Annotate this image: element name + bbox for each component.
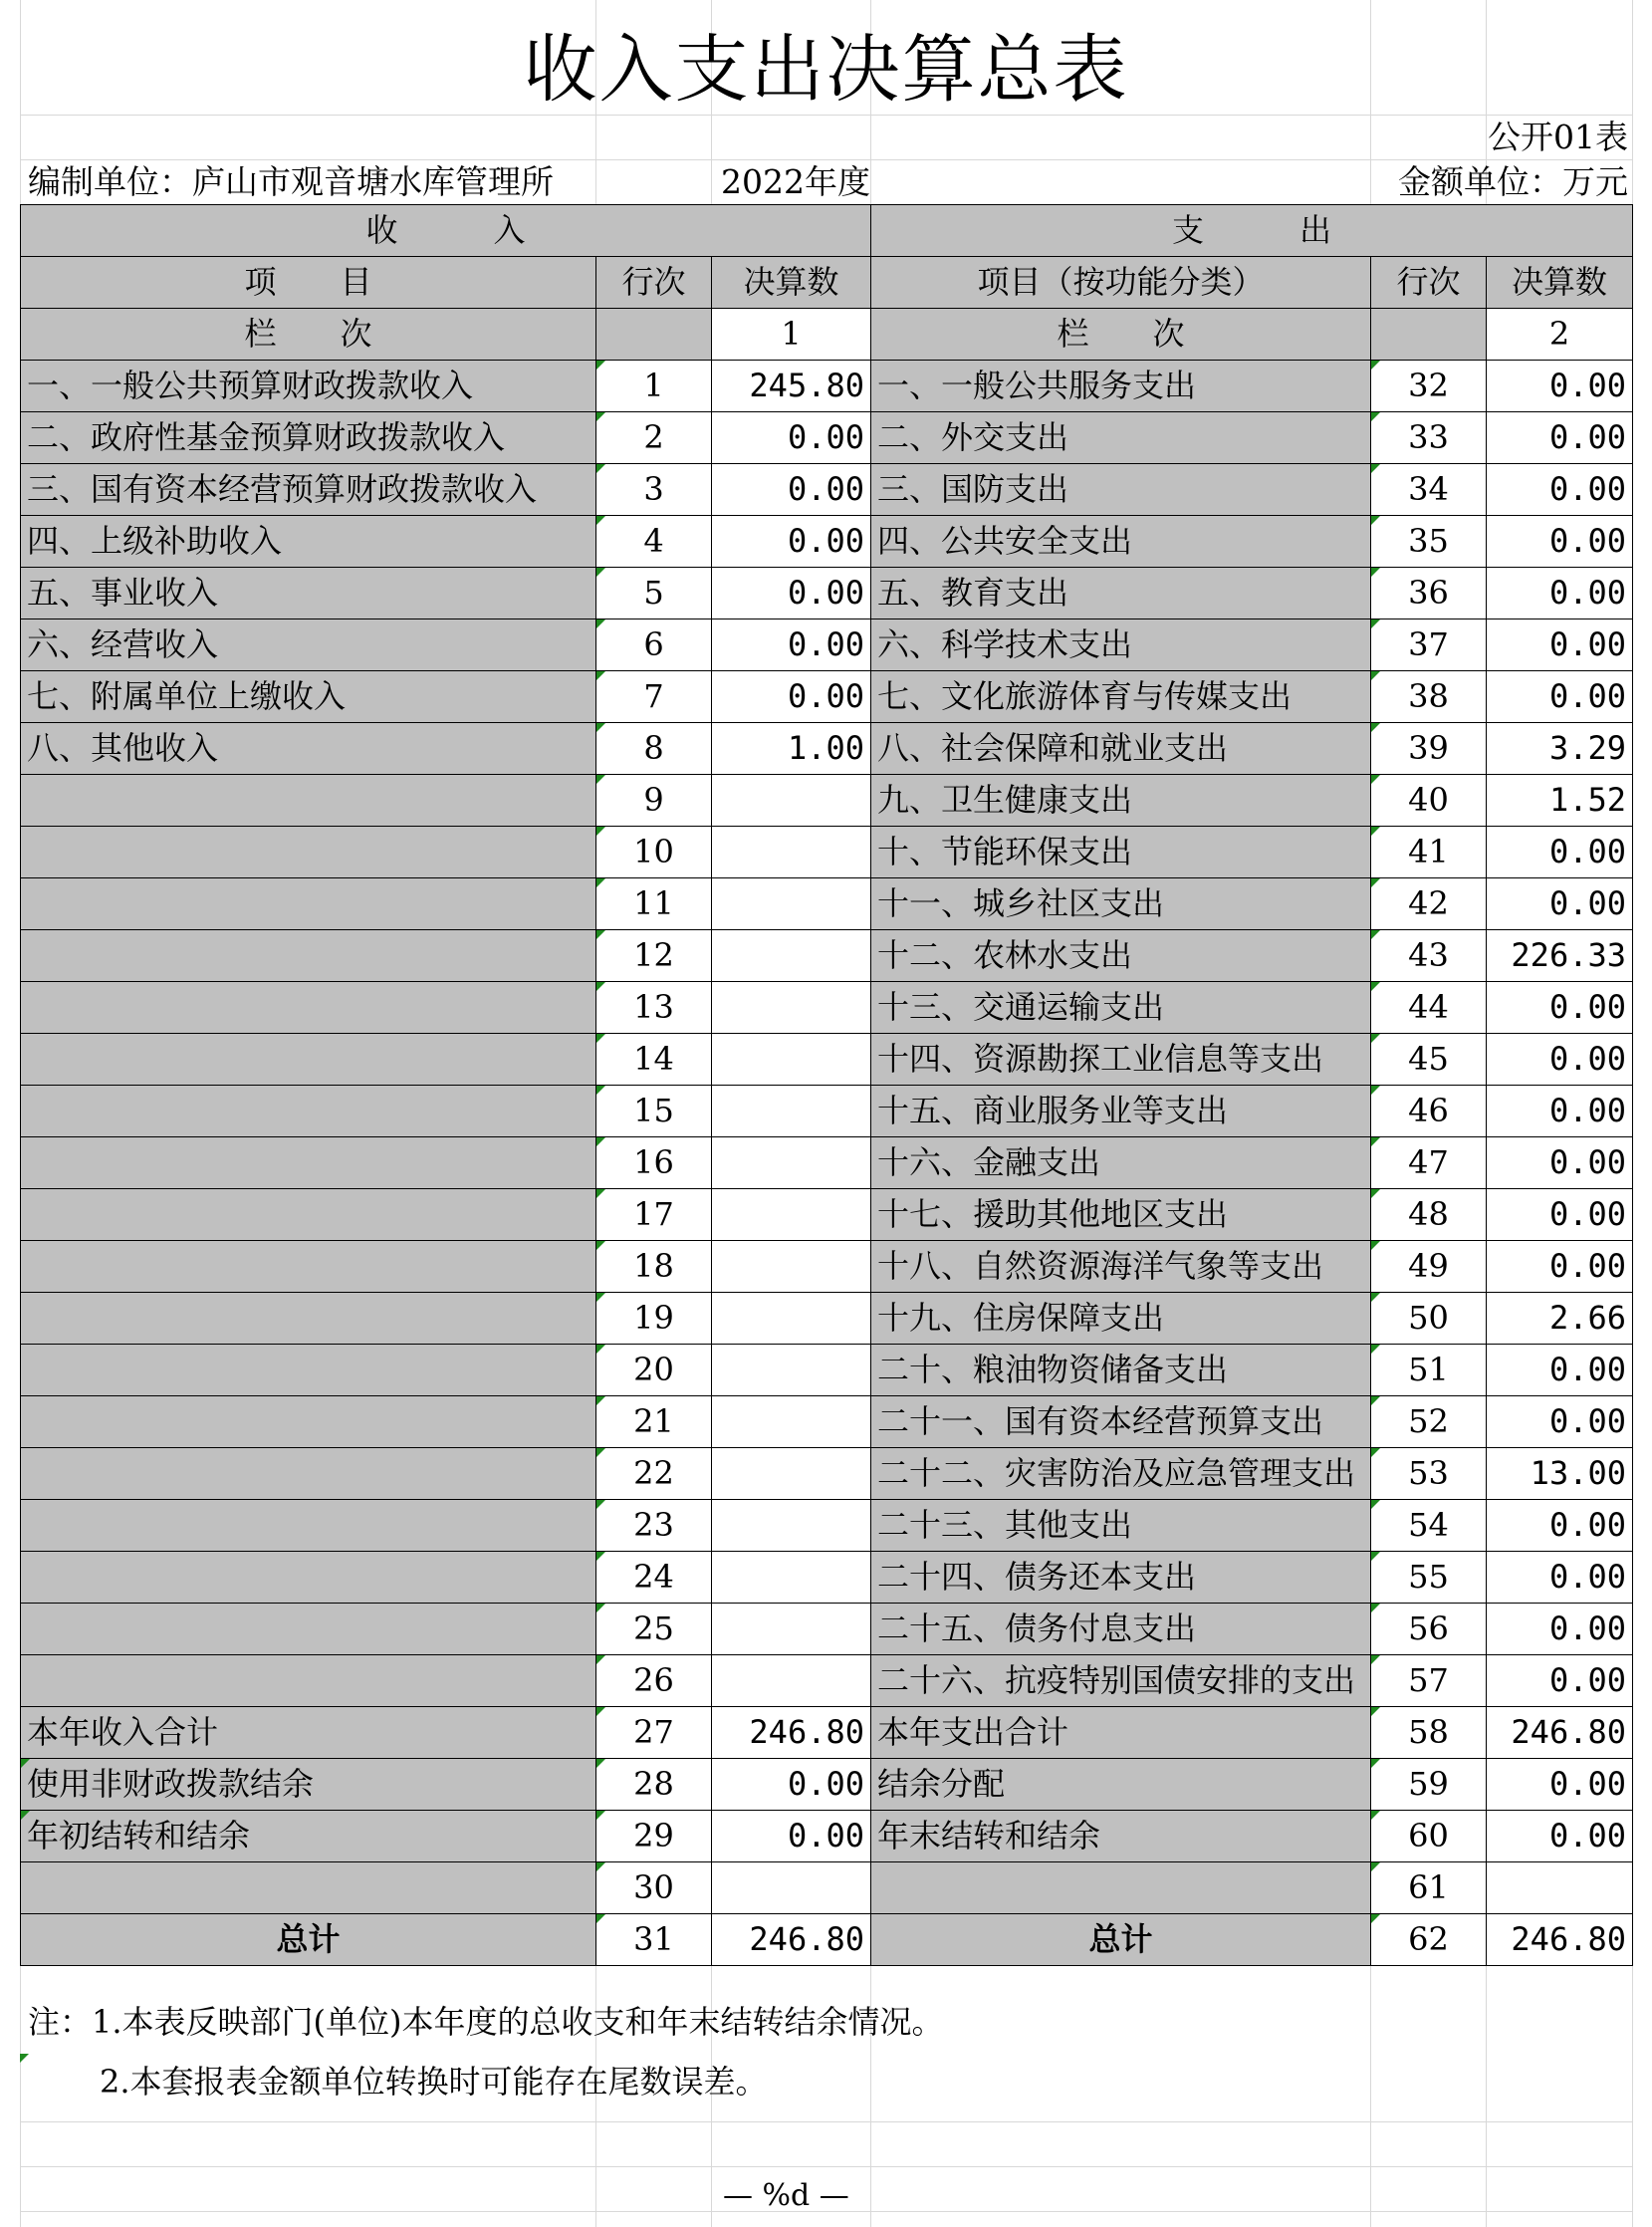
income-item-label: [21, 1552, 596, 1604]
income-row-number: 30: [596, 1862, 712, 1914]
expense-amount: 0.00: [1487, 1189, 1633, 1241]
expense-item-label: 二十四、债务还本支出: [871, 1552, 1371, 1604]
income-summary-amount: [712, 1862, 871, 1914]
grid-line: [20, 2166, 1633, 2167]
table-row: [21, 619, 1633, 671]
expense-amount: 226.33: [1487, 930, 1633, 982]
income-amount: [712, 1552, 871, 1604]
expense-item-label: 三、国防支出: [871, 464, 1371, 516]
income-amount: 0.00: [712, 516, 871, 568]
income-amount: 0.00: [712, 619, 871, 671]
income-row-number: 27: [596, 1707, 712, 1759]
expense-row-number: 42: [1371, 878, 1487, 930]
income-row-number: 9: [596, 775, 712, 827]
income-item-label: 六、经营收入: [21, 619, 596, 671]
column-index-row: [21, 309, 1633, 361]
income-summary-label: [21, 1862, 596, 1914]
table-row: [21, 930, 1633, 982]
income-row-number: 11: [596, 878, 712, 930]
expense-item-label: 十二、农林水支出: [871, 930, 1371, 982]
income-amount: 0.00: [712, 568, 871, 619]
note-2: 2.本套报表金额单位转换时可能存在尾数误差。: [100, 2063, 768, 2101]
expense-row-number: 33: [1371, 412, 1487, 464]
expense-amount: 2.66: [1487, 1293, 1633, 1345]
income-amount: 0.00: [712, 412, 871, 464]
expense-amount: 1.52: [1487, 775, 1633, 827]
income-amount: [712, 1189, 871, 1241]
income-total-amount: 246.80: [712, 1914, 871, 1966]
expense-amount: 0.00: [1487, 361, 1633, 412]
cell-marker: [20, 2054, 29, 2063]
income-amount: [712, 1500, 871, 1552]
expense-amount: 0.00: [1487, 412, 1633, 464]
expense-total-amount: 246.80: [1487, 1914, 1633, 1966]
expense-summary-label: 年末结转和结余: [871, 1811, 1371, 1862]
income-item-label: [21, 1500, 596, 1552]
income-amount: [712, 1241, 871, 1293]
expense-item-label: 八、社会保障和就业支出: [871, 723, 1371, 775]
income-item-label: [21, 1396, 596, 1448]
column-index-blank: [596, 309, 712, 361]
income-row-number: 25: [596, 1604, 712, 1655]
expense-item-label: 十三、交通运输支出: [871, 982, 1371, 1034]
table-row: [21, 1500, 1633, 1552]
income-item-label: 一、一般公共预算财政拨款收入: [21, 361, 596, 412]
income-row-number: 28: [596, 1759, 712, 1811]
income-expense-table: [20, 204, 1633, 1966]
income-item-label: 五、事业收入: [21, 568, 596, 619]
expense-row-number: 44: [1371, 982, 1487, 1034]
income-row-number: 6: [596, 619, 712, 671]
page-title: 收入支出决算总表: [523, 27, 1129, 113]
expense-item-header: 项目（按功能分类）: [871, 257, 1371, 309]
expense-item-label: 十五、商业服务业等支出: [871, 1086, 1371, 1137]
income-row-number: 12: [596, 930, 712, 982]
table-row: [21, 982, 1633, 1034]
income-item-label: [21, 1604, 596, 1655]
expense-row-number: 59: [1371, 1759, 1487, 1811]
income-row-number: 29: [596, 1811, 712, 1862]
expense-row-number: 35: [1371, 516, 1487, 568]
expense-row-number: 38: [1371, 671, 1487, 723]
income-item-label: 四、上级补助收入: [21, 516, 596, 568]
income-row-number: 19: [596, 1293, 712, 1345]
income-summary-amount: 0.00: [712, 1759, 871, 1811]
expense-amount: 0.00: [1487, 1086, 1633, 1137]
summary-row: [21, 1811, 1633, 1862]
section-header-row: [21, 205, 1633, 257]
income-row-number: 10: [596, 827, 712, 878]
page-footer: — %d —: [723, 2178, 849, 2213]
expense-row-number: 46: [1371, 1086, 1487, 1137]
expense-amount: 0.00: [1487, 1034, 1633, 1086]
expense-row-number: 45: [1371, 1034, 1487, 1086]
expense-item-label: 七、文化旅游体育与传媒支出: [871, 671, 1371, 723]
expense-item-label: 二十、粮油物资储备支出: [871, 1345, 1371, 1396]
table-row: [21, 671, 1633, 723]
table-row: [21, 1034, 1633, 1086]
income-item-label: [21, 827, 596, 878]
income-row-number: 13: [596, 982, 712, 1034]
table-row: [21, 1552, 1633, 1604]
income-item-label: 三、国有资本经营预算财政拨款收入: [21, 464, 596, 516]
expense-item-label: 二、外交支出: [871, 412, 1371, 464]
expense-column-index: 2: [1487, 309, 1633, 361]
income-item-label: [21, 1655, 596, 1707]
table-row: [21, 1604, 1633, 1655]
income-amount: 0.00: [712, 464, 871, 516]
summary-row: [21, 1707, 1633, 1759]
income-item-label: [21, 982, 596, 1034]
grid-line: [20, 2121, 1633, 2122]
income-row-number: 17: [596, 1189, 712, 1241]
income-item-label: [21, 1086, 596, 1137]
column-index-label: 栏 次: [21, 309, 596, 361]
table-row: [21, 516, 1633, 568]
income-row-number: 5: [596, 568, 712, 619]
income-amount: [712, 827, 871, 878]
expense-row-number: 54: [1371, 1500, 1487, 1552]
income-summary-label: 年初结转和结余: [21, 1811, 596, 1862]
income-amount: [712, 930, 871, 982]
expense-row-number: 39: [1371, 723, 1487, 775]
expense-amount: 0.00: [1487, 464, 1633, 516]
income-item-label: [21, 1448, 596, 1500]
expense-item-label: 十六、金融支出: [871, 1137, 1371, 1189]
income-item-label: [21, 1137, 596, 1189]
expense-amount: 0.00: [1487, 671, 1633, 723]
note-1: 注：1.本表反映部门(单位)本年度的总收支和年末结转结余情况。: [28, 2003, 944, 2041]
expense-item-label: 十一、城乡社区支出: [871, 878, 1371, 930]
table-row: [21, 1655, 1633, 1707]
income-row-number: 20: [596, 1345, 712, 1396]
expense-row-no-header: 行次: [1371, 257, 1487, 309]
income-amount: [712, 1655, 871, 1707]
expense-amount: 0.00: [1487, 568, 1633, 619]
income-row-number: 23: [596, 1500, 712, 1552]
expense-row-number: 58: [1371, 1707, 1487, 1759]
table-row: [21, 1137, 1633, 1189]
column-index-blank: [1371, 309, 1487, 361]
expense-summary-amount: 246.80: [1487, 1707, 1633, 1759]
income-item-label: [21, 1293, 596, 1345]
table-row: [21, 1396, 1633, 1448]
expense-row-number: 50: [1371, 1293, 1487, 1345]
expense-summary-label: [871, 1862, 1371, 1914]
table-row: [21, 568, 1633, 619]
expense-item-label: 九、卫生健康支出: [871, 775, 1371, 827]
expense-summary-amount: 0.00: [1487, 1811, 1633, 1862]
income-item-label: 二、政府性基金预算财政拨款收入: [21, 412, 596, 464]
expense-row-number: 51: [1371, 1345, 1487, 1396]
expense-amount: 0.00: [1487, 1137, 1633, 1189]
income-row-number: 15: [596, 1086, 712, 1137]
expense-row-number: 55: [1371, 1552, 1487, 1604]
income-item-label: [21, 930, 596, 982]
table-row: [21, 1189, 1633, 1241]
expense-row-number: 53: [1371, 1448, 1487, 1500]
expense-row-number: 37: [1371, 619, 1487, 671]
expense-amount-header: 决算数: [1487, 257, 1633, 309]
income-summary-label: 使用非财政拨款结余: [21, 1759, 596, 1811]
expense-row-number: 40: [1371, 775, 1487, 827]
expense-summary-amount: 0.00: [1487, 1759, 1633, 1811]
expense-amount: 0.00: [1487, 1396, 1633, 1448]
table-row: [21, 723, 1633, 775]
expense-row-number: 56: [1371, 1604, 1487, 1655]
expense-row-number: 48: [1371, 1189, 1487, 1241]
income-row-number: 7: [596, 671, 712, 723]
expense-amount: 0.00: [1487, 1552, 1633, 1604]
income-summary-label: 本年收入合计: [21, 1707, 596, 1759]
expense-section-header: 支 出: [871, 205, 1633, 257]
income-row-number: 16: [596, 1137, 712, 1189]
income-amount: [712, 1086, 871, 1137]
income-amount: [712, 1137, 871, 1189]
table-row: [21, 1345, 1633, 1396]
expense-row-number: 60: [1371, 1811, 1487, 1862]
income-row-number: 22: [596, 1448, 712, 1500]
income-section-header: 收 入: [21, 205, 871, 257]
income-row-number: 31: [596, 1914, 712, 1966]
income-row-number: 21: [596, 1396, 712, 1448]
income-amount: [712, 1448, 871, 1500]
expense-item-label: 二十六、抗疫特别国债安排的支出: [871, 1655, 1371, 1707]
table-row: [21, 775, 1633, 827]
income-summary-amount: 0.00: [712, 1811, 871, 1862]
expense-item-label: 十九、住房保障支出: [871, 1293, 1371, 1345]
expense-row-number: 41: [1371, 827, 1487, 878]
income-amount: 0.00: [712, 671, 871, 723]
expense-item-label: 二十二、灾害防治及应急管理支出: [871, 1448, 1371, 1500]
expense-item-label: 六、科学技术支出: [871, 619, 1371, 671]
expense-row-number: 32: [1371, 361, 1487, 412]
income-column-index: 1: [712, 309, 871, 361]
income-row-number: 3: [596, 464, 712, 516]
expense-item-label: 二十一、国有资本经营预算支出: [871, 1396, 1371, 1448]
expense-summary-amount: [1487, 1862, 1633, 1914]
income-row-number: 26: [596, 1655, 712, 1707]
expense-item-label: 十七、援助其他地区支出: [871, 1189, 1371, 1241]
income-row-number: 2: [596, 412, 712, 464]
expense-row-number: 36: [1371, 568, 1487, 619]
income-row-number: 1: [596, 361, 712, 412]
income-amount: 1.00: [712, 723, 871, 775]
expense-amount: 0.00: [1487, 1655, 1633, 1707]
expense-amount: 3.29: [1487, 723, 1633, 775]
table-row: [21, 1293, 1633, 1345]
income-item-label: [21, 878, 596, 930]
expense-amount: 0.00: [1487, 1345, 1633, 1396]
table-row: [21, 361, 1633, 412]
expense-amount: 0.00: [1487, 878, 1633, 930]
table-row: [21, 878, 1633, 930]
currency-label: 金额单位：万元: [1398, 162, 1628, 201]
income-amount-header: 决算数: [712, 257, 871, 309]
table-row: [21, 1086, 1633, 1137]
income-summary-amount: 246.80: [712, 1707, 871, 1759]
expense-row-number: 43: [1371, 930, 1487, 982]
expense-amount: 0.00: [1487, 982, 1633, 1034]
total-row: [21, 1914, 1633, 1966]
income-item-label: [21, 775, 596, 827]
expense-amount: 0.00: [1487, 827, 1633, 878]
income-item-label: 八、其他收入: [21, 723, 596, 775]
income-row-no-header: 行次: [596, 257, 712, 309]
income-item-label: [21, 1241, 596, 1293]
table-row: [21, 1448, 1633, 1500]
income-item-label: [21, 1345, 596, 1396]
expense-row-number: 52: [1371, 1396, 1487, 1448]
expense-total-label: 总计: [871, 1914, 1371, 1966]
income-amount: [712, 1293, 871, 1345]
summary-row: [21, 1862, 1633, 1914]
table-row: [21, 1241, 1633, 1293]
expense-item-label: 十八、自然资源海洋气象等支出: [871, 1241, 1371, 1293]
income-row-number: 8: [596, 723, 712, 775]
income-row-number: 18: [596, 1241, 712, 1293]
income-item-label: 七、附属单位上缴收入: [21, 671, 596, 723]
grid-line: [20, 159, 1633, 160]
expense-row-number: 61: [1371, 1862, 1487, 1914]
expense-summary-label: 结余分配: [871, 1759, 1371, 1811]
income-row-number: 4: [596, 516, 712, 568]
expense-amount: 0.00: [1487, 1604, 1633, 1655]
year-label: 2022年度: [721, 162, 870, 201]
income-total-label: 总计: [21, 1914, 596, 1966]
expense-summary-label: 本年支出合计: [871, 1707, 1371, 1759]
expense-row-number: 57: [1371, 1655, 1487, 1707]
expense-item-label: 二十五、债务付息支出: [871, 1604, 1371, 1655]
expense-row-number: 62: [1371, 1914, 1487, 1966]
expense-amount: 0.00: [1487, 1500, 1633, 1552]
expense-item-label: 五、教育支出: [871, 568, 1371, 619]
income-amount: [712, 1396, 871, 1448]
expense-amount: 0.00: [1487, 619, 1633, 671]
expense-item-label: 十四、资源勘探工业信息等支出: [871, 1034, 1371, 1086]
income-amount: [712, 1034, 871, 1086]
income-amount: [712, 775, 871, 827]
expense-item-label: 二十三、其他支出: [871, 1500, 1371, 1552]
expense-row-number: 49: [1371, 1241, 1487, 1293]
column-header-row: [21, 257, 1633, 309]
income-amount: [712, 1604, 871, 1655]
expense-amount: 13.00: [1487, 1448, 1633, 1500]
table-row: [21, 827, 1633, 878]
table-row: [21, 464, 1633, 516]
expense-amount: 0.00: [1487, 1241, 1633, 1293]
income-amount: [712, 982, 871, 1034]
expense-row-number: 47: [1371, 1137, 1487, 1189]
unit-label: 编制单位：庐山市观音塘水库管理所: [28, 162, 554, 201]
income-item-header: 项 目: [21, 257, 596, 309]
income-row-number: 14: [596, 1034, 712, 1086]
expense-item-label: 四、公共安全支出: [871, 516, 1371, 568]
column-index-label: 栏 次: [871, 309, 1371, 361]
form-code: 公开01表: [1488, 118, 1628, 156]
income-amount: [712, 878, 871, 930]
expense-amount: 0.00: [1487, 516, 1633, 568]
income-row-number: 24: [596, 1552, 712, 1604]
income-amount: 245.80: [712, 361, 871, 412]
expense-item-label: 十、节能环保支出: [871, 827, 1371, 878]
income-amount: [712, 1345, 871, 1396]
expense-item-label: 一、一般公共服务支出: [871, 361, 1371, 412]
income-item-label: [21, 1189, 596, 1241]
expense-row-number: 34: [1371, 464, 1487, 516]
income-item-label: [21, 1034, 596, 1086]
summary-row: [21, 1759, 1633, 1811]
table-row: [21, 412, 1633, 464]
